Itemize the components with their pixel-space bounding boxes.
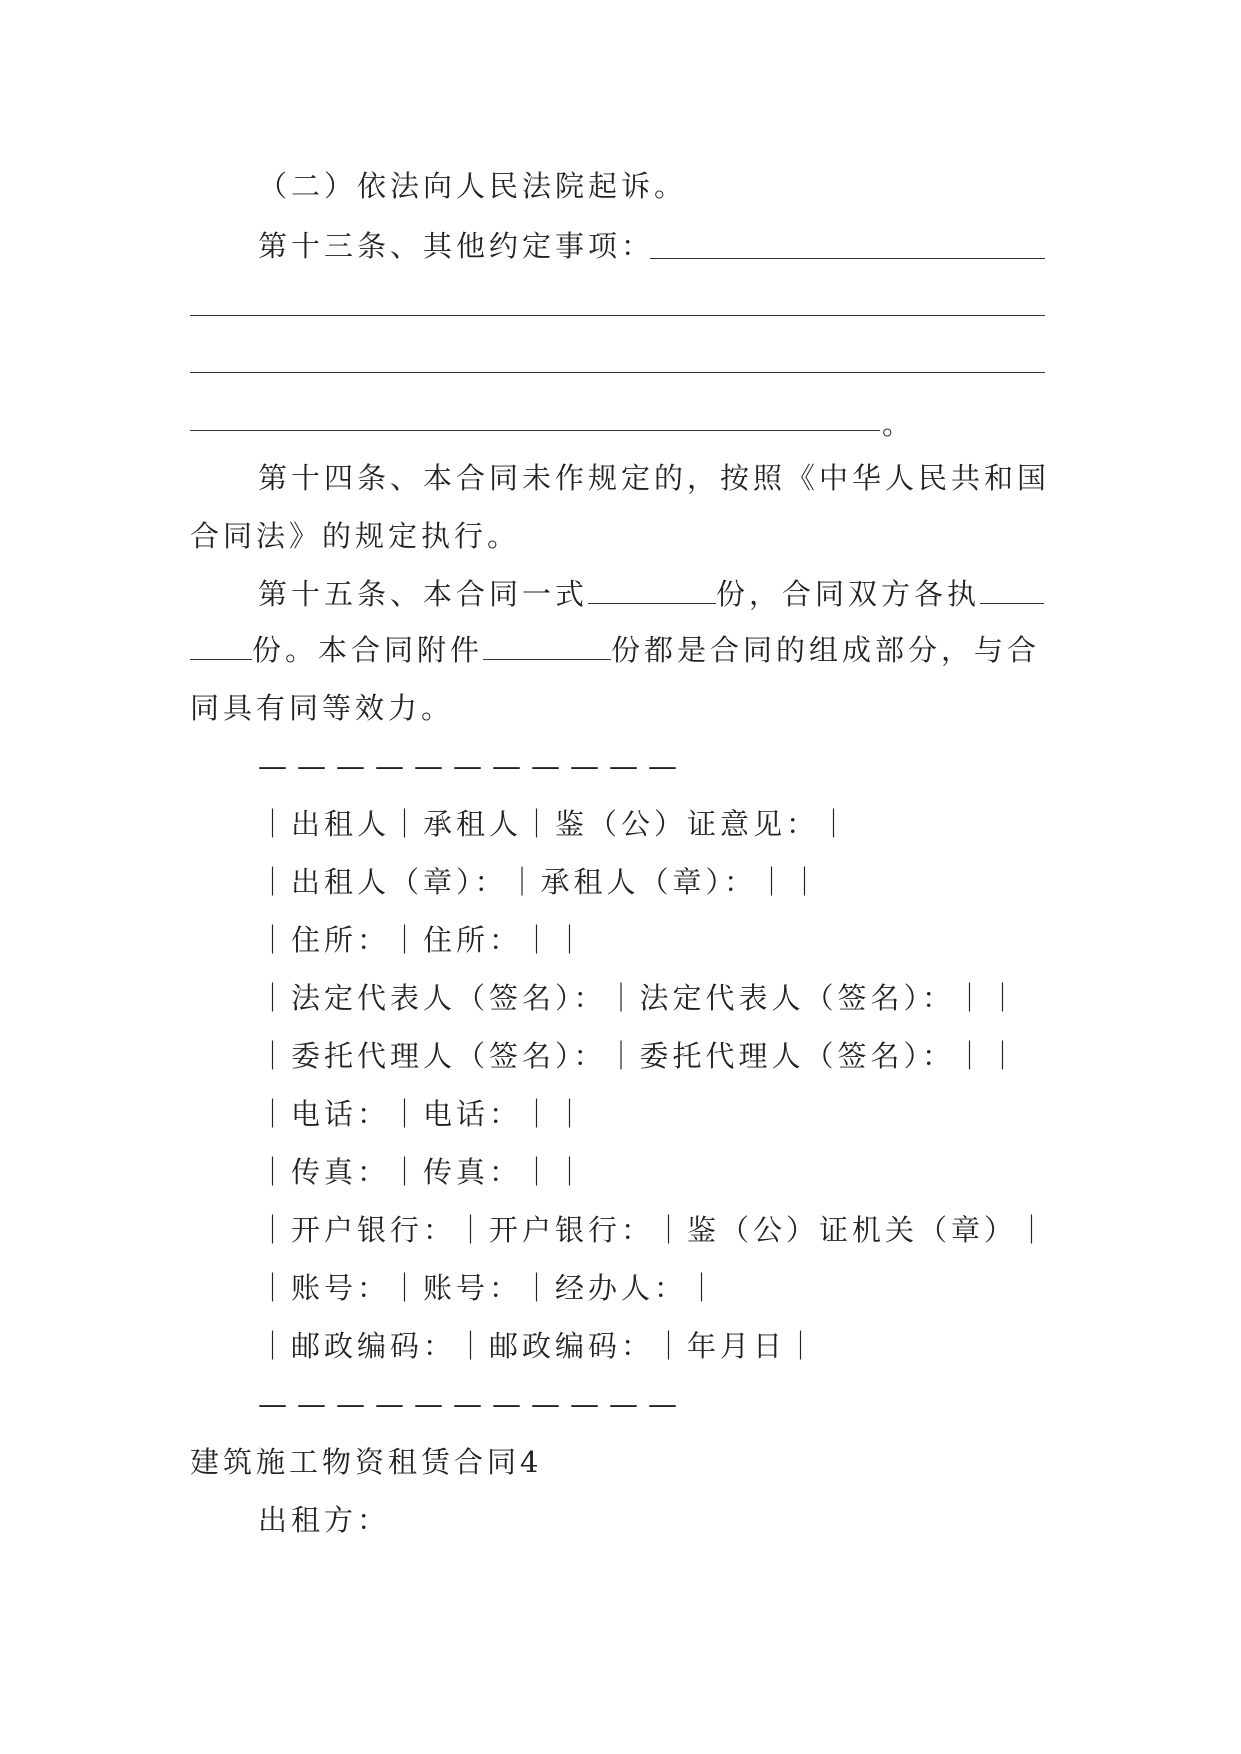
article-13-period: 。 — [882, 407, 916, 441]
clause-item-2: （二）依法向人民法院起诉。 — [258, 169, 688, 203]
article-13-blank-4 — [190, 430, 880, 431]
article-15-text-c: 份。本合同附件 — [252, 633, 484, 667]
article-15-line-2 — [190, 630, 1040, 670]
article-14-line-2: 合同法》的规定执行。 — [190, 519, 521, 553]
article-13-blank-3 — [190, 372, 1045, 373]
section-title: 建筑施工物资租赁合同4 — [190, 1445, 543, 1479]
article-15-text-d: 份都是合同的组成部分，与合 — [611, 633, 1041, 667]
signature-table-row: ｜开户银行：｜开户银行：｜鉴（公）证机关（章）｜ — [258, 1213, 1051, 1247]
article-13-label: 第十三条、其他约定事项： — [258, 229, 655, 263]
article-15-text-b: 份，合同双方各执 — [716, 577, 981, 611]
article-15-line-1 — [258, 574, 1044, 614]
lessor-label: 出租方： — [258, 1503, 391, 1537]
table-top-divider: ——————————— — [258, 749, 687, 783]
copies-blank — [588, 575, 716, 604]
article-13-blank-1 — [650, 258, 1045, 259]
signature-table-row: ｜出租人（章）：｜承租人（章）：｜｜ — [258, 865, 824, 899]
signature-table-row: ｜住所：｜住所：｜｜ — [258, 923, 589, 957]
article-13-blank-2 — [190, 315, 1045, 316]
signature-table-row: ｜出租人｜承租人｜鉴（公）证意见：｜ — [258, 807, 853, 841]
signature-table-row: ｜邮政编码：｜邮政编码：｜年月日｜ — [258, 1329, 820, 1363]
signature-table-row: ｜电话：｜电话：｜｜ — [258, 1097, 589, 1131]
article-15-text-a: 第十五条、本合同一式 — [258, 577, 589, 611]
each-copies-blank-start — [980, 575, 1044, 604]
attachment-copies-blank — [483, 631, 611, 660]
article-14-line-1: 第十四条、本合同未作规定的，按照《中华人民共和国 — [258, 461, 1051, 495]
signature-table-row: ｜委托代理人（签名）：｜委托代理人（签名）：｜｜ — [258, 1039, 1022, 1073]
signature-table-row: ｜法定代表人（签名）：｜法定代表人（签名）：｜｜ — [258, 981, 1022, 1015]
signature-table-row: ｜传真：｜传真：｜｜ — [258, 1155, 589, 1189]
article-15-line-3: 同具有同等效力。 — [190, 691, 455, 725]
table-bottom-divider: ——————————— — [258, 1387, 687, 1421]
signature-table-row: ｜账号：｜账号：｜经办人：｜ — [258, 1271, 721, 1305]
each-copies-blank-end — [190, 631, 252, 660]
